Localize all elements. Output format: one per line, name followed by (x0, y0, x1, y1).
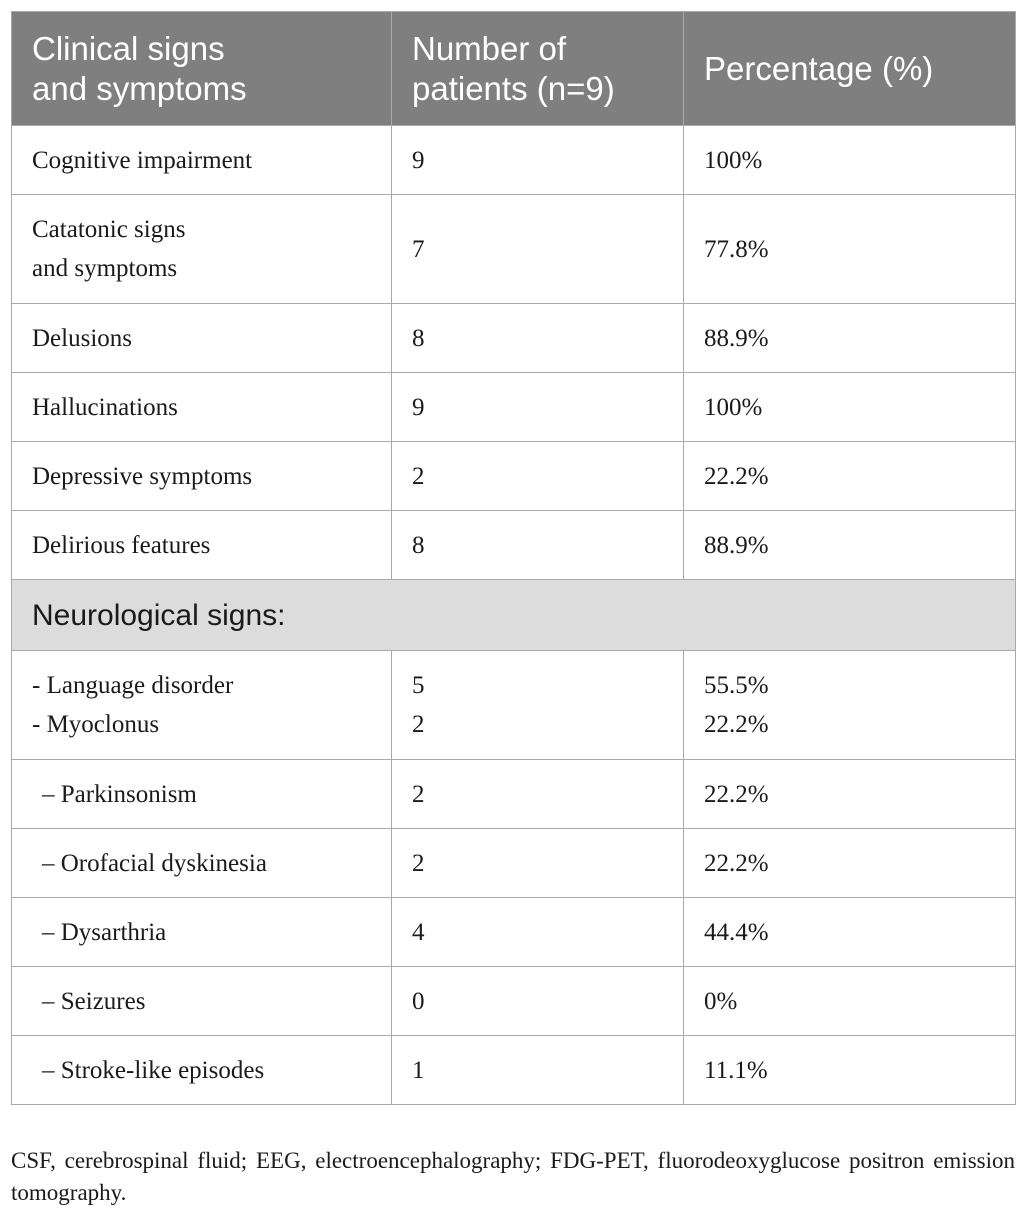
cell-sign: – Stroke-like episodes (12, 1036, 392, 1105)
clinical-signs-table-container (11, 11, 1015, 1105)
cell-number: 1 (392, 1036, 684, 1105)
cell-number (392, 651, 684, 760)
table-row (12, 898, 1016, 967)
cell-number: 7 (392, 195, 684, 304)
cell-sign-language-disorder: - Language disorder (32, 672, 234, 699)
table-header (12, 12, 1016, 126)
table-row (12, 126, 1016, 195)
cell-percent: 0% (684, 967, 1016, 1036)
cell-percent: 88.9% (684, 511, 1016, 580)
cell-sign: Hallucinations (12, 373, 392, 442)
cell-percent (684, 651, 1016, 760)
header-number-line1: Number of (412, 29, 567, 67)
header-percentage-line1: Percentage (%) (704, 49, 934, 87)
cell-sign: – Dysarthria (12, 898, 392, 967)
table-row (12, 651, 1016, 760)
table-row (12, 442, 1016, 511)
header-percentage (684, 12, 1016, 126)
cell-sign: – Orofacial dyskinesia (12, 829, 392, 898)
table-body (12, 126, 1016, 1105)
table-row (12, 967, 1016, 1036)
section-header-row (12, 580, 1016, 651)
cell-number: 4 (392, 898, 684, 967)
cell-number: 2 (392, 829, 684, 898)
cell-number: 8 (392, 304, 684, 373)
cell-percent: 11.1% (684, 1036, 1016, 1105)
cell-sign: – Parkinsonism (12, 760, 392, 829)
section-title-neurological-signs: Neurological signs: (12, 580, 1016, 651)
table-footnote: CSF, cerebrospinal fluid; EEG, electroencephalography; FDG-PET, fluorodeoxyglucose positron emission tomography. (11, 1148, 1015, 1205)
header-clinical-signs-line2: and symptoms (32, 69, 247, 107)
cell-sign: Delirious features (12, 511, 392, 580)
table-row (12, 760, 1016, 829)
header-number-of-patients (392, 12, 684, 126)
cell-percent: 22.2% (684, 442, 1016, 511)
cell-sign: Delusions (12, 304, 392, 373)
cell-number: 0 (392, 967, 684, 1036)
cell-percent: 77.8% (684, 195, 1016, 304)
cell-percent: 22.2% (684, 760, 1016, 829)
cell-number: 9 (392, 373, 684, 442)
cell-number: 2 (392, 760, 684, 829)
cell-sign: – Seizures (12, 967, 392, 1036)
cell-percent-language-disorder: 55.5% (704, 672, 769, 699)
clinical-signs-table (11, 11, 1016, 1105)
cell-percent: 22.2% (684, 829, 1016, 898)
cell-percent-myoclonus: 22.2% (704, 711, 769, 738)
cell-percent: 88.9% (684, 304, 1016, 373)
cell-percent: 100% (684, 373, 1016, 442)
cell-sign (12, 651, 392, 760)
cell-number: 9 (392, 126, 684, 195)
table-row (12, 511, 1016, 580)
header-clinical-signs (12, 12, 392, 126)
cell-number-language-disorder: 5 (412, 672, 425, 699)
table-row (12, 304, 1016, 373)
table-row (12, 373, 1016, 442)
cell-sign (12, 195, 392, 304)
table-row (12, 829, 1016, 898)
cell-sign-line2: and symptoms (32, 255, 178, 282)
cell-number-myoclonus: 2 (412, 711, 425, 738)
cell-sign: Depressive symptoms (12, 442, 392, 511)
cell-percent: 44.4% (684, 898, 1016, 967)
cell-sign-line1: Catatonic signs (32, 216, 186, 243)
header-number-line2: patients (n=9) (412, 69, 615, 107)
cell-percent: 100% (684, 126, 1016, 195)
header-clinical-signs-line1: Clinical signs (32, 29, 225, 67)
cell-number: 8 (392, 511, 684, 580)
table-row (12, 195, 1016, 304)
table-row (12, 1036, 1016, 1105)
cell-sign-myoclonus: - Myoclonus (32, 711, 160, 738)
cell-sign: Cognitive impairment (12, 126, 392, 195)
header-row (12, 12, 1016, 126)
cell-number: 2 (392, 442, 684, 511)
